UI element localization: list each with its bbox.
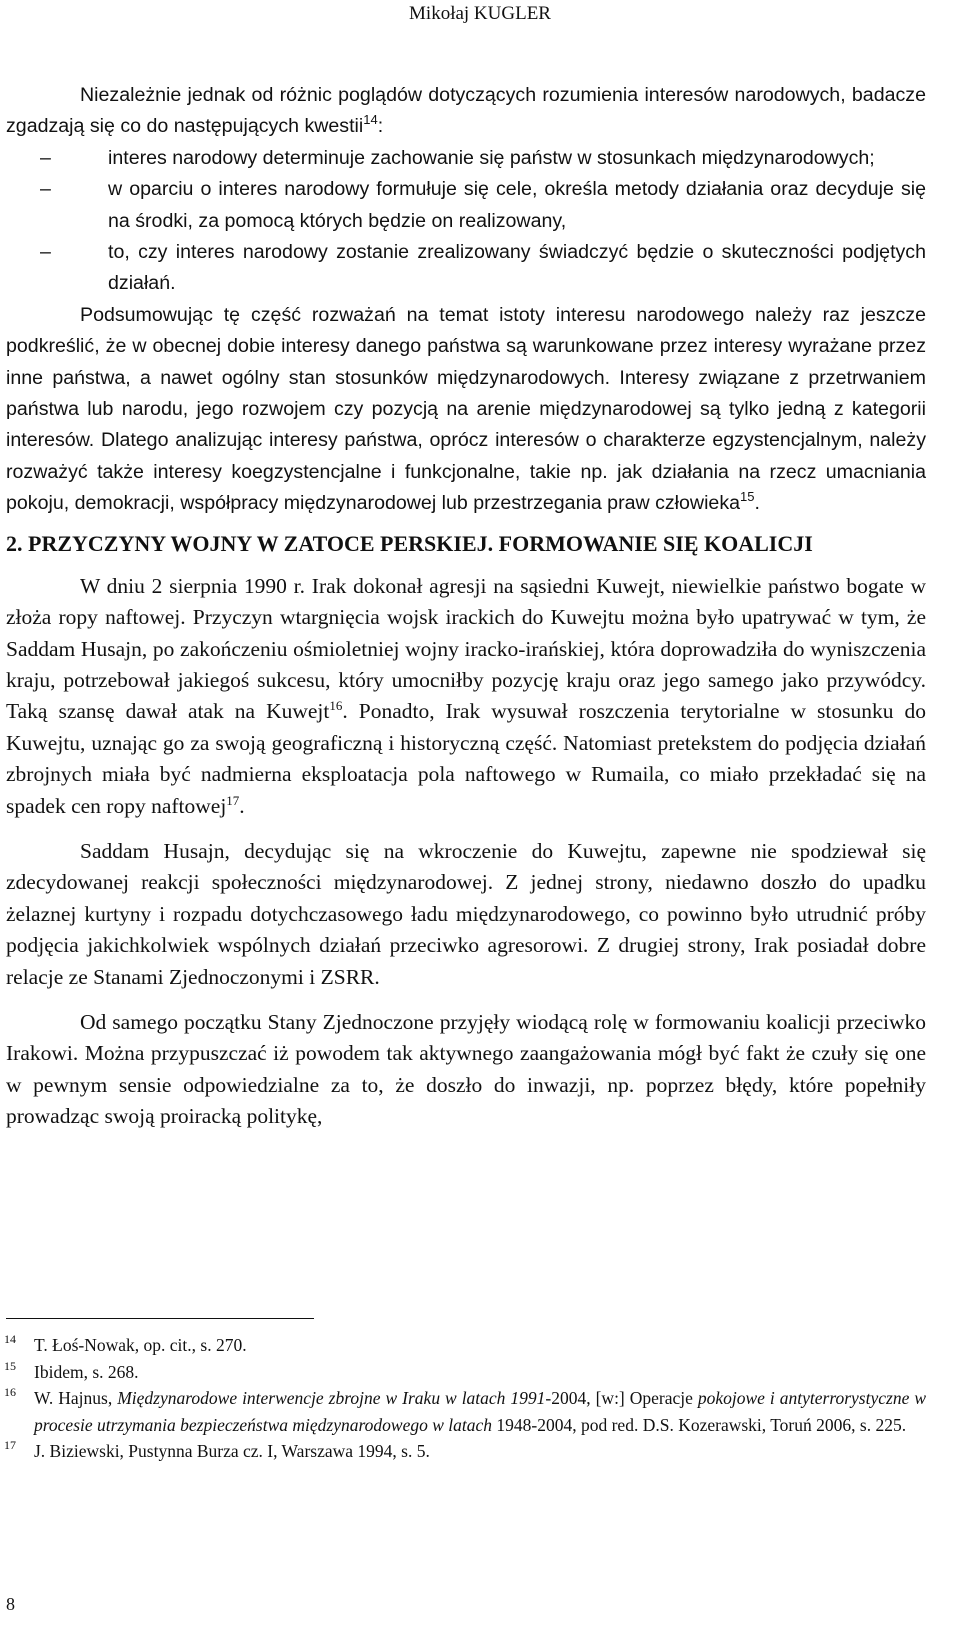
paragraph-summary-tail: . xyxy=(754,492,760,515)
footnote-ref-17[interactable]: 17 xyxy=(226,792,240,808)
section-title: PRZYCZYNY WOJNY W ZATOCE PERSKIEJ. FORMOWANIE SIĘ KOALICJI xyxy=(28,530,813,556)
footnote-text: -2004, [w:] Operacje xyxy=(545,1388,698,1408)
paragraph-invasion xyxy=(6,571,926,822)
bullet-item-text: w oparciu o interes narodowy formułuje się cele, określa metody działania oraz decyduje się na środki, za pomocą których będzie on realizowany, xyxy=(108,178,926,232)
footnote-ref-14[interactable]: 14 xyxy=(363,112,378,128)
footnote-number: 16 xyxy=(4,1385,16,1399)
section-number: 2. xyxy=(6,530,23,556)
footnote xyxy=(6,1359,926,1386)
page-number: 8 xyxy=(6,1594,15,1614)
footnote-title-italic: Międzynarodowe interwencje zbrojne w Iraku w latach 1991 xyxy=(117,1388,546,1408)
bullet-list xyxy=(6,143,926,300)
header-author: Mikołaj KUGLER xyxy=(409,3,551,24)
paragraph-invasion-text-2: . Ponadto, Irak wysuwał roszczenia terytorialne w stosunku do Kuwejtu, uznając go za swoją geograficzną i historyczną część. Natomiast pretekstem do podjęcia działań zbrojnych miała być nadmierna eksploatacja pola naftowego w Rumaila, co miało przekładać się na spadek cen ropy naftowej xyxy=(6,699,926,818)
footnote-ref-15[interactable]: 15 xyxy=(740,489,755,505)
paragraph-summary xyxy=(6,300,926,520)
paragraph-intro xyxy=(6,80,926,143)
footnote-text: Ibidem, s. 268. xyxy=(34,1361,139,1382)
paragraph-intro-text: Niezależnie jednak od różnic poglądów dotyczących rozumienia interesów narodowych, badacze zgadzają się co do następujących kwestii xyxy=(6,84,926,138)
paragraph-coalition xyxy=(6,1007,926,1133)
footnote-number: 17 xyxy=(4,1438,16,1452)
footnote-ref-16[interactable]: 16 xyxy=(329,698,343,714)
dash-bullet-icon: – xyxy=(40,241,51,264)
footnote-text: 1948-2004, pod red. D.S. Kozerawski, Toruń 2006, s. 225. xyxy=(492,1414,907,1435)
paragraph-husajn-text: Saddam Husajn, decydując się na wkroczenie do Kuwejtu, zapewne nie spodziewał się zdecydowanej reakcji społeczności międzynarodowej. Z jednej strony, niedawno doszło do upadku żelaznej kurtyny i rozpadu dotychczasowego ładu międzynarodowego, co powinno było utrudnić próby podjęcia jakichkolwiek wspólnych działań przeciwko agresorowi. Z drugiej strony, Irak posiadał dobre relacje ze Stanami Zjednoczonymi i ZSRR. xyxy=(6,838,926,989)
running-header xyxy=(0,2,960,26)
paragraph-husajn xyxy=(6,836,926,993)
section-heading xyxy=(6,528,926,559)
footnote-number: 14 xyxy=(4,1332,16,1346)
footnote-text: T. Łoś-Nowak, op. cit., s. 270. xyxy=(34,1335,247,1355)
footnote-text: W. Hajnus, xyxy=(34,1388,118,1408)
footnote xyxy=(6,1438,926,1465)
paragraph-intro-tail: : xyxy=(377,115,384,138)
bullet-item xyxy=(6,174,926,237)
paragraph-coalition-text: Od samego początku Stany Zjednoczone przyjęły wiodącą rolę w formowaniu koalicji przeciwko Irakowi. Można przypuszczać iż powodem tak aktywnego zaangażowania mógł być fakt że czuły się one w pewnym sensie odpowiedzialne za to, że doszło do inwazji, np. poprzez błędy, które popełniły prowadząc swoją proiracką politykę, xyxy=(6,1009,926,1129)
paragraph-invasion-tail: . xyxy=(239,793,245,818)
dash-bullet-icon: – xyxy=(40,178,51,201)
footnotes xyxy=(6,1332,926,1465)
footnote xyxy=(6,1385,926,1438)
main-text xyxy=(6,80,926,1133)
bullet-item-text: to, czy interes narodowy zostanie zrealizowany świadczyć będzie o skuteczności podjętych działań. xyxy=(108,241,926,295)
bullet-item-text: interes narodowy determinuje zachowanie się państw w stosunkach międzynarodowych; xyxy=(108,146,875,169)
footnote xyxy=(6,1332,926,1359)
footnote-separator xyxy=(6,1318,314,1319)
footnote-title-italic: pokojowe i antyterrorystyczne w procesie utrzymania bezpieczeństwa międzynarodowego w latach xyxy=(34,1388,926,1435)
dash-bullet-icon: – xyxy=(40,146,51,169)
footnote-number: 15 xyxy=(4,1358,16,1373)
paragraph-summary-text: Podsumowując tę część rozważań na temat istoty interesu narodowego należy raz jeszcze podkreślić, że w obecnej dobie interesy danego państwa są warunkowane przez interesy wyrażane przez inne państwa, a nawet ogólny stan stosunków międzynarodowych. Interesy związane z przetrwaniem państwa lub narodu, jego rozwojem czy pozycją na arenie międzynarodowej są tylko jedną z kategorii interesów. Dlatego analizując interesy państwa, oprócz interesów o charakterze egzystencjalnym, należy rozważyć także interesy koegzystencjalne i funkcjonalne, takie np. jak działania na rzecz umacniania pokoju, demokracji, współpracy międzynarodowej lub przestrzegania praw człowieka xyxy=(6,303,926,515)
paragraph-invasion-text-1: W dniu 2 sierpnia 1990 r. Irak dokonał agresji na sąsiedni Kuwejt, niewielkie państwo bogate w złoża ropy naftowej. Przyczyn wtargnięcia wojsk irackich do Kuwejtu można było upatrywać w tym, że Saddam Husajn, po zakończeniu ośmioletniej wojny iracko-irańskiej, która doprowadziła do wyniszczenia kraju, potrzebował jakiegoś sukcesu, który umocniłby pozycję kraju oraz jego samego jako przywódcy. Taką szansę dawał atak na Kuwejt xyxy=(6,573,926,724)
footnote-text: J. Biziewski, Pustynna Burza cz. I, Warszawa 1994, s. 5. xyxy=(34,1441,430,1461)
bullet-item xyxy=(6,143,926,174)
bullet-item xyxy=(6,237,926,300)
